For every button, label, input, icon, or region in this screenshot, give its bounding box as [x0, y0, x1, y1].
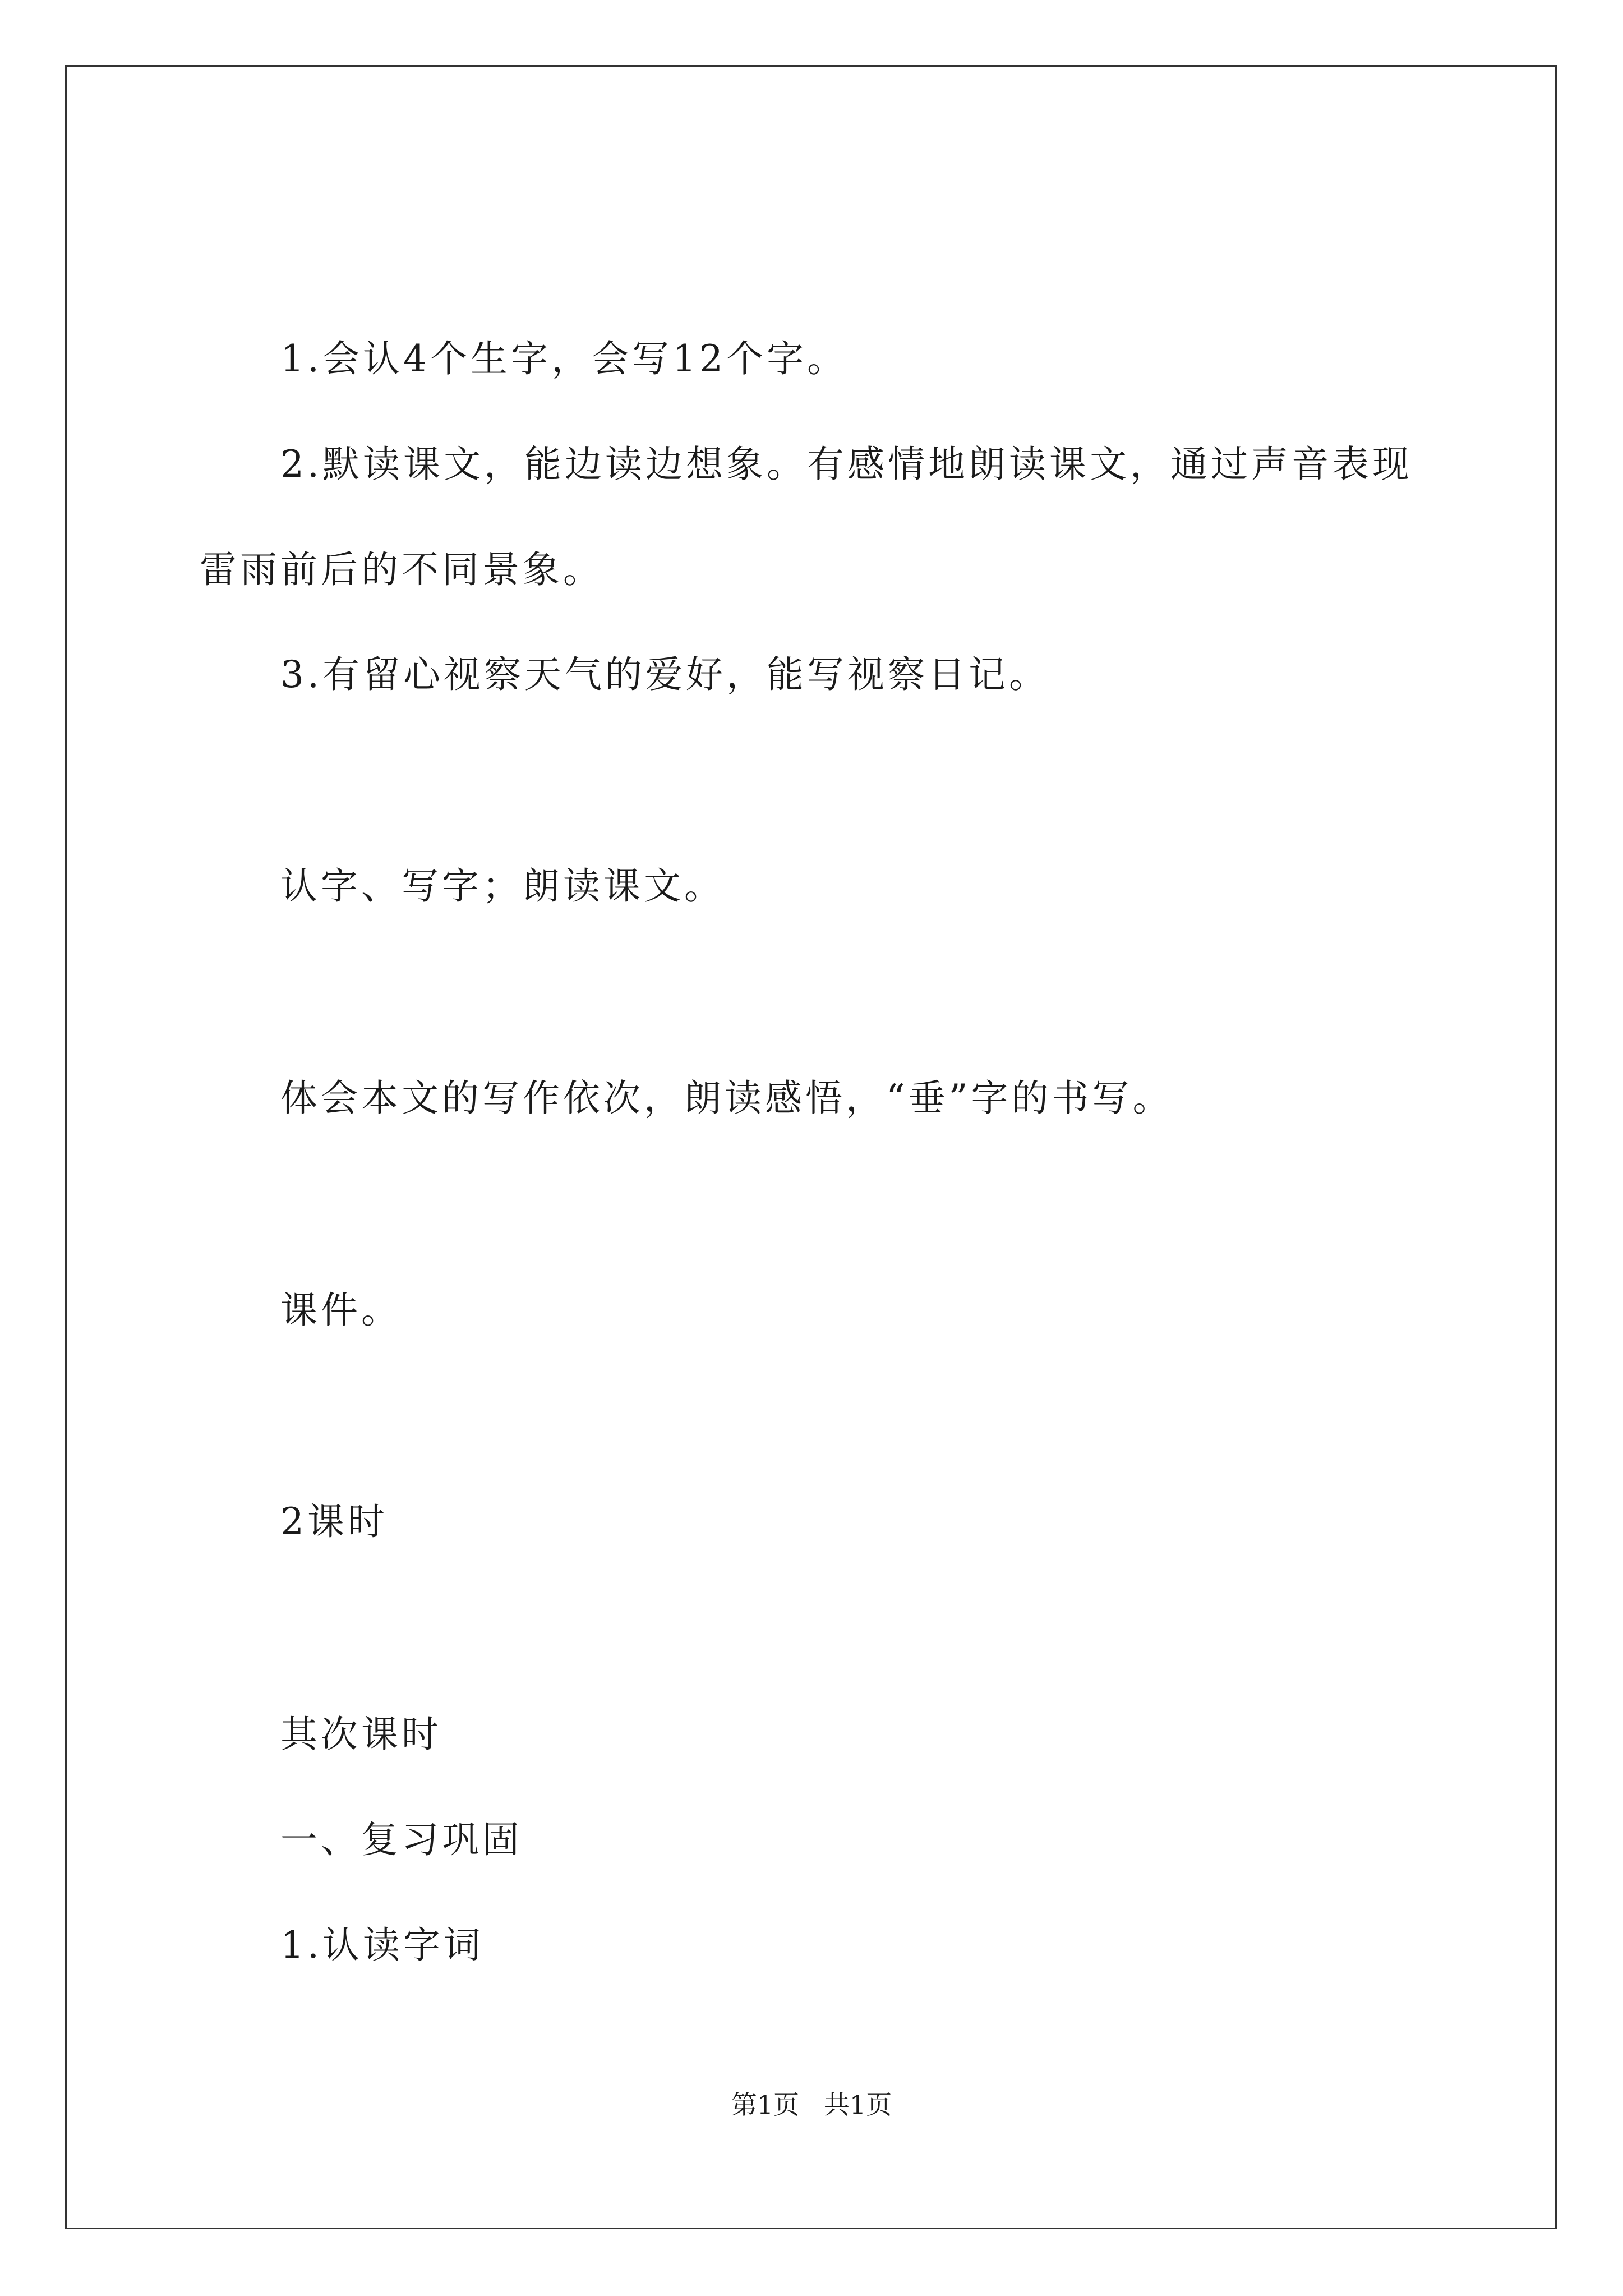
objective-1: 1.会认4个生字，会写12个字。	[280, 337, 847, 380]
duration: 2课时	[280, 1500, 388, 1543]
item-1: 1.认读字词	[280, 1924, 484, 1967]
page-border	[65, 65, 1557, 2229]
objective-2: 2.默读课文，能边读边想象。有感情地朗读课文，通过声音表现	[280, 443, 1413, 486]
page-footer: 第1页 共1页	[731, 2090, 892, 2120]
key-points: 认字、写字；朗读课文。	[280, 864, 725, 908]
objective-2-continued: 雷雨前后的不同景象。	[200, 548, 603, 591]
difficulties: 体会本文的写作依次，朗读感悟，“垂”字的书写。	[280, 1076, 1173, 1120]
section-heading-1: 一、复习巩固	[280, 1818, 523, 1861]
materials: 课件。	[280, 1289, 402, 1332]
lesson-title: 其次课时	[280, 1713, 442, 1756]
objective-3: 3.有留心视察天气的爱好，能写视察日记。	[280, 653, 1049, 696]
